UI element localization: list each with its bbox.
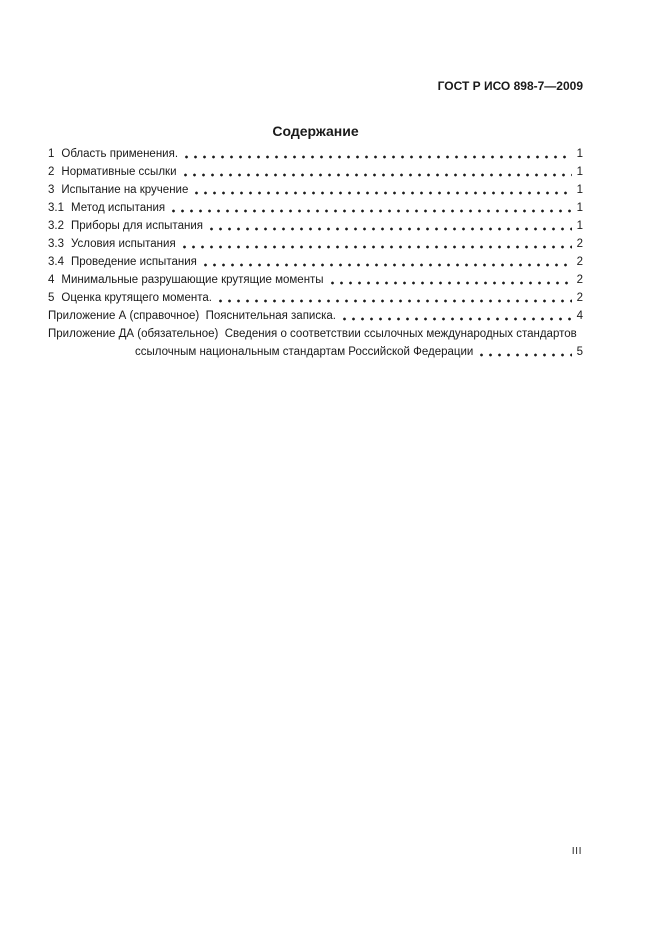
toc-entry-label: Испытание на кручение [61, 184, 189, 196]
toc-entry-page: 2 [576, 274, 583, 286]
toc-entry-page: 2 [576, 292, 583, 304]
toc-entry [48, 181, 583, 199]
toc-entry-number: 1 [48, 148, 55, 160]
toc-entry-label: Условия испытания [71, 238, 176, 250]
dot-leader [201, 263, 572, 267]
toc-entry-page: 1 [576, 220, 583, 232]
toc-entry-number: 2 [48, 166, 55, 178]
toc-entry-label: Проведение испытания [71, 256, 197, 268]
toc-entry-number: 5 [48, 292, 55, 304]
document-header [0, 0, 661, 109]
dot-leader [192, 191, 571, 195]
table-of-contents [48, 145, 583, 361]
toc-entry [48, 145, 583, 163]
toc-entry-label: Область применения. [61, 148, 179, 160]
dot-leader [328, 281, 572, 285]
document-code: ГОСТ Р ИСО 898-7—2009 [437, 79, 583, 93]
toc-entry-number: 3 [48, 184, 55, 196]
toc-entry-label: Метод испытания [71, 202, 166, 214]
toc-entry [48, 235, 583, 253]
toc-entry-page: 2 [576, 238, 583, 250]
dot-leader [477, 353, 571, 357]
toc-entry-page: 1 [576, 148, 583, 160]
toc-entry-label: Приборы для испытания [71, 220, 203, 232]
toc-entry-label: Оценка крутящего момента. [61, 292, 212, 304]
toc-entry-page: 1 [576, 166, 583, 178]
page-number: III [571, 845, 582, 857]
toc-entry [48, 289, 583, 307]
toc-entry-number: 3.1 [48, 202, 64, 214]
dot-leader [180, 245, 572, 249]
toc-entry [48, 271, 583, 289]
page-title: Содержание [272, 123, 359, 139]
toc-entry [48, 199, 583, 217]
toc-entry-label: ссылочным национальным стандартам Российской Федерации [135, 346, 474, 358]
toc-entry [48, 325, 583, 343]
toc-entry [48, 307, 583, 325]
toc-entry-number: 3.2 [48, 220, 64, 232]
toc-entry-number: 3.4 [48, 256, 64, 268]
toc-entry [48, 163, 583, 181]
toc-entry-label: Приложение А (справочное) Пояснительная записка. [48, 310, 336, 322]
toc-entry [48, 217, 583, 235]
toc-entry-page: 5 [576, 346, 583, 358]
toc-entry-label: Нормативные ссылки [61, 166, 177, 178]
dot-leader [340, 317, 572, 321]
toc-entry-page: 1 [576, 184, 583, 196]
toc-entry-label: Минимальные разрушающие крутящие моменты [61, 274, 324, 286]
dot-leader [169, 209, 571, 213]
dot-leader [182, 155, 572, 159]
toc-entry-label: Приложение ДА (обязательное) Сведения о соответствии ссылочных международных стандартов [48, 328, 577, 340]
toc-entry-page: 2 [576, 256, 583, 268]
dot-leader [181, 173, 572, 177]
toc-entry-number: 3.3 [48, 238, 64, 250]
toc-entry-page: 1 [576, 202, 583, 214]
toc-entry [48, 253, 583, 271]
dot-leader [207, 227, 572, 231]
dot-leader [216, 299, 572, 303]
toc-entry [48, 343, 583, 361]
toc-entry-number: 4 [48, 274, 55, 286]
toc-entry-page: 4 [576, 310, 583, 322]
